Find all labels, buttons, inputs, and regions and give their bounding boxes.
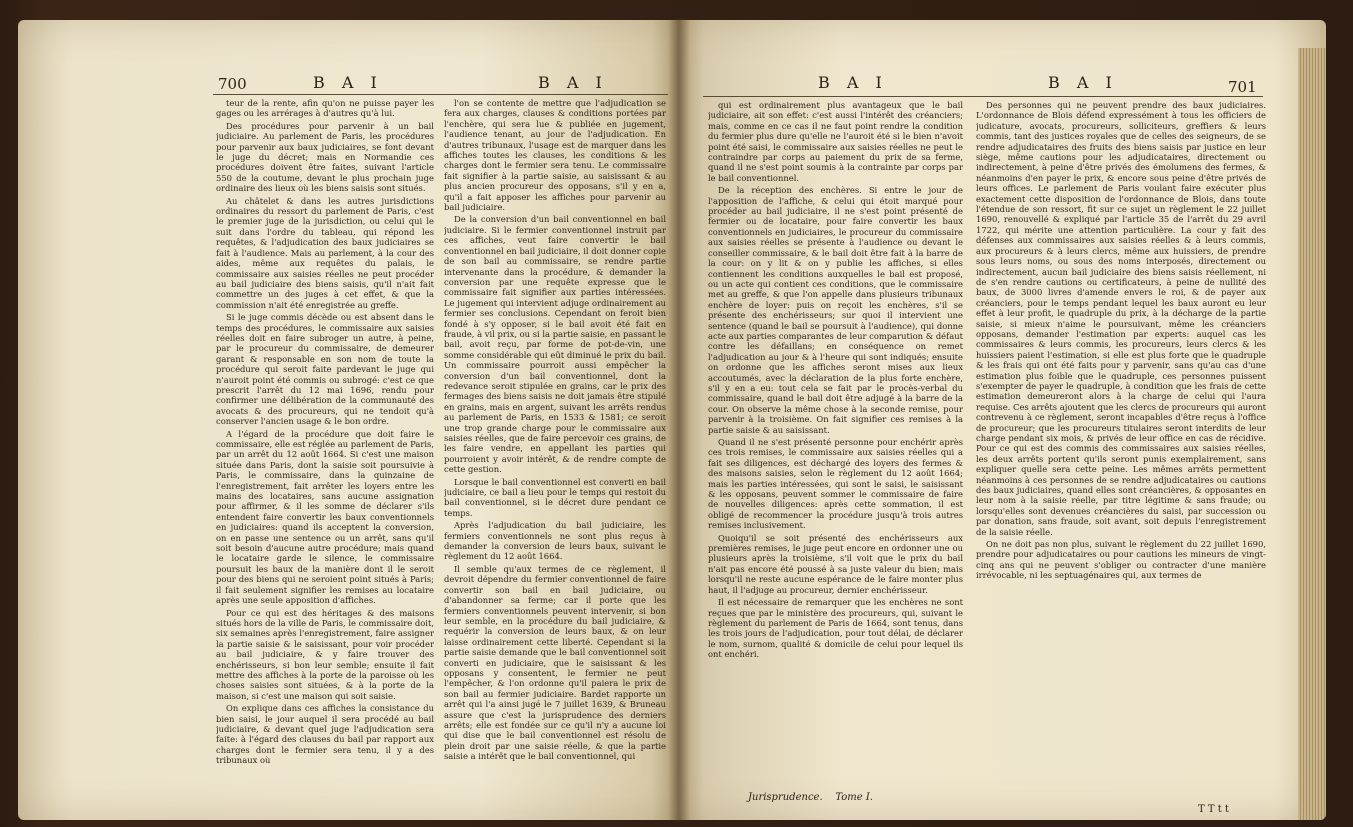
paragraph: Il est nécessaire de remarquer que les enchères ne sont reçues que par le ministère des procureurs, qui, suivant le règlement du parlement de Paris de 1664, sont tenus, dans les trois jours de l'adjudication, pour tout délai, de déclarer le nom, surnom, qualité & domicile de celui pour lequel ils ont enchéri. [708,597,963,660]
left-page [18,20,678,820]
paragraph: De la réception des enchères. Si entre le jour de l'apposition de l'affiche, & celui qui étoit marqué pour procéder au bail judiciaire, il ne s'est point présenté de fermier ou de locataire, pour faire convertir les baux conventionnels en judiciaires, le procureur du commissaire aux saisies réelles se présente à l'audience ou devant le conseiller commissaire, & le bail doit être fait à la barre de la cour: on y lit & on y publie les affiches, si elles contiennent les conditions auxquelles le bail est proposé, ou un acte qui contient ces conditions, que le commissaire met au greffe, & que l'on appelle dans plusieurs tribunaux enchère de loyer: puis on reçoit les enchères, s'il se présente des enchérisseurs; sur quoi il intervient une sentence (quand le bail se poursuit à l'audience), qui donne acte aux parties comparantes de leur comparution & défaut contre les défaillans; en conséquence on remet l'adjudication au jour & à l'heure qui sont indiqués; ensuite on ordonne que les affiches seront mises aux lieux accoutumés, avec la déclaration de la plus forte enchère, s'il y en a eu: tout cela se fait par le procès-verbal du commissaire, quand le bail doit être adjugé à la barre de la cour. On observe la même chose à la seconde remise, pour parvenir à la troisième. On fait signifier ces remises à la partie saisie & au saisissant. [708,185,963,435]
header-rule-left [213,94,668,95]
right-page-column-2 [976,100,1266,800]
paragraph: Quand il ne s'est présenté personne pour enchérir après ces trois remises, le commissaire aux saisies réelles qui a fait ses diligences, est déchargé des loyers des fermes & des maisons saisies, selon le règlement du 12 août 1664; mais les parties intéressées, qui sont le saisi, le saisissant & les opposans, peuvent sommer le commissaire de faire de nouvelles diligences: après cette sommation, il est obligé de recommencer la procédure jusqu'à trois autres remises inclusivement. [708,437,963,531]
page-number-left: 700 [218,75,247,93]
left-page-column-1 [216,98,434,813]
paragraph: qui est ordinairement plus avantageux que le bail judiciaire, ait son effet: c'est aussi l'intérêt des créanciers; mais, comme en ce cas il ne faut point rendre la condition du fermier plus dure qu'elle ne l'auroit été si le bien n'avoit point été saisi, le commissaire aux saisies réelles ne peut le contraindre par corps au paiement du prix de sa ferme, quand il ne s'est point soumis à la contrainte par corps par le bail conventionnel. [708,100,963,183]
left-page-column-2 [444,98,666,813]
right-page [678,20,1326,820]
paragraph: A l'égard de la procédure que doit faire le commissaire, elle est réglée au parlement de Paris, par un arrêt du 12 août 1664. Si c'est une maison située dans Paris, dont la saisie soit poursuivie à Paris, le commissaire, dans la quinzaine de l'enregistrement, fait arrêter les loyers entre les mains des locataires, sans aucune assignation pour affirmer, & il les somme de déclarer s'ils entendent faire convertir les baux conventionnels en judiciaires: quand ils acceptent la conversion, on en passe une sentence ou un arrêt, sans qu'il soit besoin d'aucune autre procédure; mais quand le locataire garde le silence, le commissaire poursuit les baux de la manière dont il le seroit pour des biens qui ne seroient point situés à Paris; il fait seulement signifier les remises au locataire après une seule apposition d'affiches. [216,428,434,606]
page-edges [1298,48,1326,820]
paragraph: Des personnes qui ne peuvent prendre des baux judiciaires. L'ordonnance de Blois défend expressément à tous les officiers de judicature, avocats, procureurs, solliciteurs, greffiers & leurs commis, tant des justices royales que de celles des seigneurs, de se rendre adjudicataires des fruits des biens saisis par justice en leur siège, même cautions pour les adjudicataires, directement ou indirectement, à peine d'être privés des émolumens des fermes, & néanmoins d'en payer le prix, & encore sous peine d'être privés de leurs offices. Le parlement de Paris voulant faire exécuter plus exactement cette disposition de l'ordonnance de Blois, dans toute l'étendue de son ressort, fit sur ce sujet un règlement le 22 juillet 1690, renouvellé & expliqué par l'article 35 de l'arrêt du 29 avril 1722, qui mérite une attention particulière. La cour y fait des défenses aux commissaires aux saisies réelles & à leurs commis, aux procureurs & à leurs clercs, même aux huissiers, de prendre sous leurs noms, ou sous des noms interposés, directement ou indirectement, aucun bail judiciaire des biens saisis réellement, ni de s'en rendre cautions ou certificateurs, à peine de nullité des baux, de 3000 livres d'amende envers le roi, & de payer aux créanciers, pour le temps pendant lequel les baux auront eu leur effet à leur profit, le quadruple du prix, à la décharge de la partie saisie, si mieux n'aime le poursuivant, même les créanciers opposans, demander l'estimation par experts: auquel cas les commissaires & leurs commis, les procureurs, leurs clercs & les huissiers paient l'estimation, si elle est plus forte que le quadruple & les frais qui ont été faits pour y parvenir, sans qu'au cas d'une estimation plus foible que le quadruple, ces personnes puissent s'exempter de payer le quadruple, à condition que les frais de cette estimation demeureront alors à la charge de celui qui l'aura requise. Ces arrêts ajoutent que les clercs de procureurs qui auront contrevenu à ce règlement, seront incapables d'être reçus à l'office de procureur; que les procureurs titulaires seront interdits de leur charge pendant six mois, & privés de leur office en cas de récidive. Pour ce qui est des commis des commissaires aux saisies réelles, les deux arrêts portent qu'ils seront punis exemplairement, sans expliquer quelle sera cette peine. Les mêmes arrêts permettent néanmoins à ces personnes de se rendre adjudicataires ou cautions des baux judiciaires, quand elles sont créancières, & opposantes en leur nom à la saisie réelle, par titre légitime & sans fraude; ou lorsqu'elles sont devenues créancières du saisi, par succession ou par donation, sans fraude, soit avant, soit depuis l'enregistrement de la saisie réelle. [976,100,1266,537]
page-number-right: 701 [1228,78,1257,96]
header-rule-right [703,96,1263,97]
page-footer: Jurisprudence. Tome I. [748,792,873,803]
paragraph: l'on se contente de mettre que l'adjudication se fera aux charges, clauses & conditions portées par l'enchère, qui sera lue & publiée en jugement, l'audience tenant, au jour de l'adjudication. En d'autres tribunaux, l'usage est de marquer dans les affiches toutes les clauses, les conditions & les charges dont le fermier sera tenu. Le commissaire fait signifier à la partie saisie, au saisissant & au plus ancien procureur des opposans, s'il y en a, qu'il a fait apposer les affiches pour parvenir au bail judiciaire. [444,98,666,213]
running-head-left-2: B A I [538,73,608,92]
running-head-right-1: B A I [818,73,888,92]
paragraph: Des procédures pour parvenir à un bail judiciaire. Au parlement de Paris, les procédures pour parvenir aux baux judiciaires, se font devant le juge du décret; mais en Normandie ces procédures doivent être faites, suivant l'article 550 de la coutume, devant le plus prochain juge ordinaire des lieux où les biens saisis sont situés. [216,120,434,194]
paragraph: De la conversion d'un bail conventionnel en bail judiciaire. Si le fermier conventionnel instruit par ces affiches, veut faire convertir le bail conventionnel en bail judiciaire, il doit donner copie de son bail au commissaire, se rendre partie intervenante dans la procédure, & demander la conversion par une requête expresse que le commissaire fait signifier aux parties intéressées. Le jugement qui intervient adjuge ordinairement au fermier ses conclusions. Cependant on feroit bien fondé à s'y opposer, si le bail avoit été fait en fraude, à vil prix, ou si la partie saisie, en passant le bail, avoit reçu, par forme de pot-de-vin, une somme considérable qui eût diminué le prix du bail. Un commissaire pourroit aussi empêcher la conversion d'un bail conventionnel, dont la redevance seroit stipulée en grains, car le prix des fermages des biens saisis ne doit jamais être stipulé en grains, mais en argent, suivant les arrêts rendus au parlement de Paris, en 1533 & 1581; ce seroit une trop grande charge pour le commissaire aux saisies réelles, que de faire percevoir ces grains, de les faire vendre, en appellant les parties qui pourroient y avoir intérêt, & de rendre compte de cette gestion. [444,214,666,475]
paragraph: Lorsque le bail conventionnel est converti en bail judiciaire, ce bail a lieu pour le temps qui restoit du bail conventionnel, si le décret dure pendant ce temps. [444,476,666,518]
paragraph: On ne doit pas non plus, suivant le règlement du 22 juillet 1690, prendre pour adjudicataires ou pour cautions les mineurs de vingt-cinq ans qui ne peuvent s'obliger ou contracter d'une manière irrévocable, ni les septuagénaires qui, aux termes de [976,539,1266,581]
running-head-left-1: B A I [313,73,383,92]
paragraph: Il semble qu'aux termes de ce règlement, il devroit dépendre du fermier conventionnel de faire convertir son bail en bail judiciaire, ou d'abandonner sa ferme; car il porte que les fermiers conventionnels peuvent intervenir, si bon leur semble, en la procédure du bail judiciaire, & requérir la conversion de leurs baux, & on leur laisse ordinairement cette liberté. Cependant si la partie saisie demande que le bail conventionnel soit converti en judiciaire, que le saisissant & les opposans y consentent, le fermier ne peut l'empêcher, & l'on ordonne qu'il paiera le prix de son bail au fermier judiciaire. Bardet rapporte un arrêt qui l'a ainsi jugé le 7 juillet 1639, & Bruneau assure que c'est la jurisprudence des derniers arrêts; elle est fondée sur ce qu'il n'y a aucune loi qui dise que le bail conventionnel est résolu de plein droit par une saisie réelle, & que la partie saisie a intérêt que le bail conventionnel, qui [444,563,666,762]
book-gutter [668,18,690,823]
paragraph: On explique dans ces affiches la consistance du bien saisi, le jour auquel il sera procédé au bail judiciaire, & devant quel juge l'adjudication sera faite: à l'égard des clauses du bail par rapport aux charges dont le fermier sera tenu, il y a des tribunaux où [216,703,434,766]
paragraph: Quoiqu'il se soit présenté des enchérisseurs aux premières remises, le juge peut encore en ordonner une ou plusieurs après la troisième, s'il voit que le prix du bail n'ait pas encore été poussé à sa juste valeur du bien; mais lorsqu'il ne reste aucune espérance de le faire monter plus haut, il l'adjuge au procureur, dernier enchérisseur. [708,532,963,595]
paragraph: Si le juge commis décède ou est absent dans le temps des procédures, le commissaire aux saisies réelles doit en faire subroger un autre, à peine, par le procureur du commissaire, de demeurer garant & responsable en son nom de toute la procédure qui seroit faite pardevant le juge qui n'auroit point été commis ou subrogé: c'est ce que prescrit l'arrêt du 12 mai 1696, rendu pour confirmer une délibération de la communauté des avocats & des procureurs, qui ne tendoit qu'à conserver l'ancien usage & le bon ordre. [216,312,434,427]
right-page-column-1 [708,100,963,785]
paragraph: Après l'adjudication du bail judiciaire, les fermiers conventionnels ne sont plus reçus à demander la conversion de leurs baux, suivant le règlement du 12 août 1664. [444,520,666,562]
running-head-right-2: B A I [1048,73,1118,92]
paragraph: Pour ce qui est des héritages & des maisons situés hors de la ville de Paris, le commissaire doit, six semaines après l'enregistrement, faire assigner la partie saisie & le saisissant, pour voir procéder au bail judiciaire, & y faire trouver des enchérisseurs, si bon leur semble; ensuite il fait mettre des affiches à la porte de la paroisse où les choses saisies sont situées, & à la porte de la maison, si c'est une maison qui soit saisie. [216,607,434,701]
paragraph: teur de la rente, afin qu'on ne puisse payer les gages ou les arrérages à d'autres qu'à lui. [216,98,434,119]
signature-mark: T T t t [1198,804,1229,815]
paragraph: Au châtelet & dans les autres jurisdictions ordinaires du ressort du parlement de Paris, c'est le premier juge de la jurisdiction, ou celui qui le suit dans l'ordre du tableau, qui répond les requêtes, & l'adjudication des baux judiciaires se fait à l'audience. Mais au parlement, à la cour des aides, même aux requêtes du palais, le commissaire aux saisies réelles ne peut procéder au bail judiciaire des biens saisis, qu'il n'ait fait commettre un des juges à cet effet, & que la commission n'ait été enregistrée au greffe. [216,195,434,310]
